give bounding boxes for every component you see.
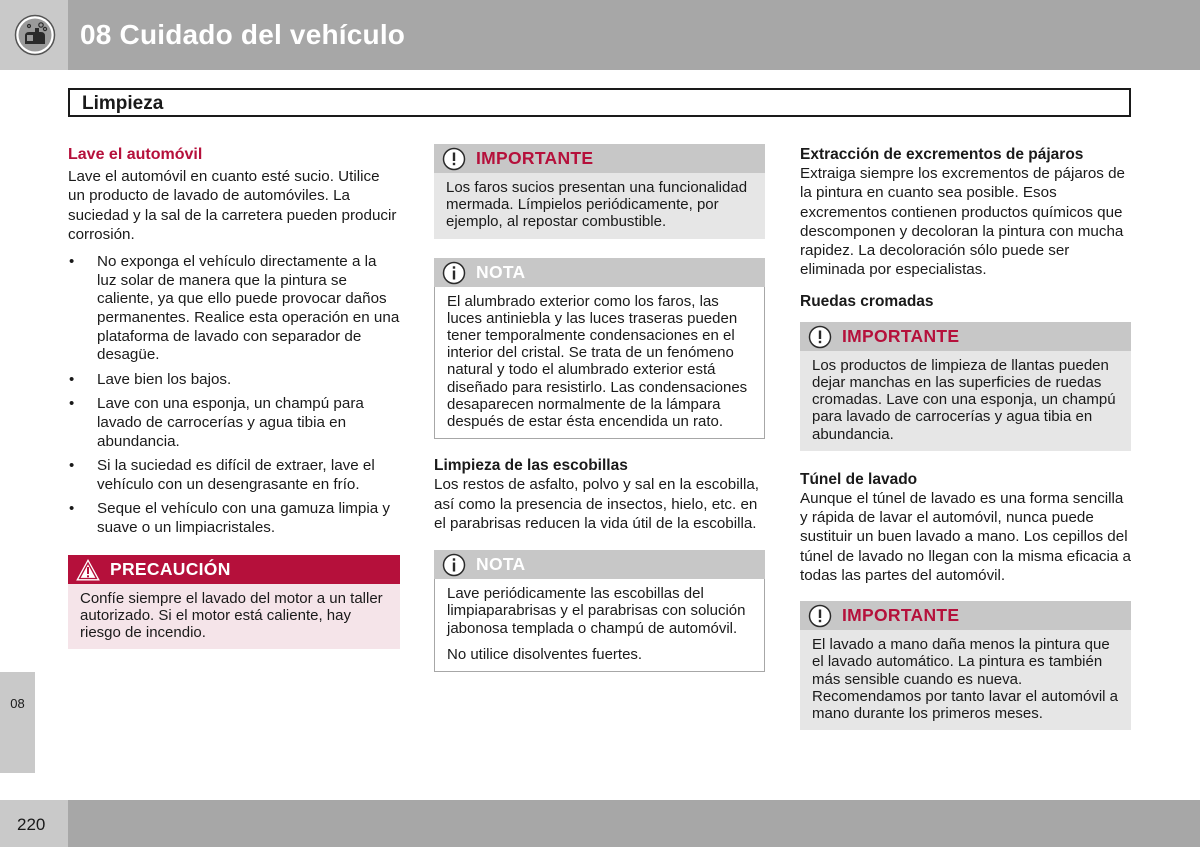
chapter-tab-label: 08 (10, 696, 25, 711)
list-item: • Lave bien los bajos. (68, 371, 400, 390)
chapter-side-tab (0, 672, 35, 773)
warning-box-body (68, 584, 400, 650)
note-box-body (434, 579, 765, 672)
chrome-wheels-heading: Ruedas cromadas (800, 292, 934, 310)
warning-box-header (68, 555, 400, 584)
exclamation-icon (808, 604, 832, 628)
warning-box-title: PRECAUCIÓN (110, 558, 231, 579)
info-icon (442, 553, 466, 577)
wipers-heading: Limpieza de las escobillas (434, 457, 628, 475)
note-box-title: NOTA (476, 554, 526, 575)
note-box-title: NOTA (476, 261, 526, 282)
wipers-section (434, 456, 765, 533)
note-text: El alumbrado exterior como los faros, las luces antiniebla y las luces traseras pueden tener temporalmente condensaciones en el interior del cristal. Se trata de un fenómeno natural y todo el alumbrado exterior está diseñado para resistirlo. Las condensaciones desaparecen normalmente de la lámpara después de estar ésta encendida un rato. (447, 292, 748, 431)
important-text: Los productos de limpieza de llantas pueden dejar manchas en las superficies de ruedas cromadas. Lave con una esponja, un champú para lavado de carrocerías y agua tibia en abundancia. (812, 356, 1116, 443)
footer-bar (68, 800, 1200, 847)
list-item: • Lave con una esponja, un champú para lavado de carrocerías y agua tibia en abundancia. (68, 395, 400, 451)
important-box-header (800, 601, 1131, 630)
important-box-title: IMPORTANTE (842, 605, 960, 626)
exclamation-icon (808, 325, 832, 349)
note-box-condensation (434, 258, 765, 440)
note-text: No utilice disolventes fuertes. (447, 645, 643, 663)
important-box-title: IMPORTANTE (842, 325, 960, 346)
important-box-body (434, 173, 765, 239)
list-item: • Si la suciedad es difícil de extraer, lave el vehículo con un desengrasante en frío. (68, 457, 400, 494)
note-box-wipers (434, 550, 765, 672)
list-item: • Seque el vehículo con una gamuza limpia y suave o un limpiacristales. (68, 500, 400, 537)
birds-heading: Extracción de excrementos de pájaros (800, 146, 1084, 163)
important-box-chrome (800, 322, 1131, 451)
page-number: 220 (17, 815, 46, 834)
section-title-box (68, 88, 1131, 117)
birds-text: Extraiga siempre los excrementos de pájaros de la pintura en cuanto sea posible. Esos excrementos contienen productos químicos que descomponen y decoloran la pintura con mucha rapidez. La decoloración sólo puede ser eliminada por especialistas. (800, 165, 1126, 279)
note-box-header (434, 258, 765, 287)
chapter-title: 08 Cuidado del vehículo (80, 19, 406, 50)
section-title: Limpieza (82, 93, 164, 114)
important-box-body (800, 351, 1131, 451)
warning-triangle-icon (76, 558, 100, 582)
note-box-header (434, 550, 765, 579)
warning-box (68, 555, 400, 650)
note-text: Lave periódicamente las escobillas del limpiaparabrisas y el parabrisas con solución jabonosa templada o champú de automóvil. (447, 585, 746, 637)
important-box-header (800, 322, 1131, 351)
note-box-body (434, 287, 765, 440)
wipers-text: Los restos de asfalto, polvo y sal en la escobilla, así como la presencia de insectos, hielo, etc. en el parabrisas reducen la vida útil de la escobilla. (434, 476, 760, 532)
warning-text: Confíe siempre el lavado del motor a un taller autorizado. Si el motor está caliente, hay riesgo de incendio. (80, 589, 383, 641)
important-box-body (800, 630, 1131, 730)
list-item: • No exponga el vehículo directamente a la luz solar de manera que la pintura se caliente, ya que ello puede provocar daños permanentes. Realice esta operación en una plataforma de lavado con separador de desagüe. (68, 253, 400, 365)
important-box-tunnel (800, 601, 1131, 730)
important-box-header (434, 144, 765, 173)
column-3 (800, 145, 1131, 730)
car-wash-tunnel-heading: Túnel de lavado (800, 470, 918, 488)
column-1 (68, 145, 400, 649)
exclamation-icon (442, 147, 466, 171)
wash-car-heading: Lave el automóvil (68, 146, 203, 163)
header-icon-panel (0, 0, 68, 70)
car-wash-icon (14, 14, 56, 56)
column-2 (434, 144, 765, 672)
important-box-headlights (434, 144, 765, 239)
car-wash-tunnel-text: Aunque el túnel de lavado es una forma sencilla y rápida de lavar el automóvil, nunca puede sustituir un buen lavado a mano. Los cepillos del túnel de lavado no llegan con la misma eficacia a todas las partes del automóvil. (800, 489, 1131, 584)
important-text: El lavado a mano daña menos la pintura que el lavado automático. La pintura es también más sensible cuando es nueva. Recomendamos por tanto lavar el automóvil a mano durante los primeros meses. (812, 636, 1118, 723)
info-icon (442, 261, 466, 285)
wash-car-list (68, 253, 400, 537)
important-text: Los faros sucios presentan una funcionalidad mermada. Límpielos periódicamente, por ejemplo, al repostar combustible. (446, 179, 748, 231)
wash-car-intro: Lave el automóvil en cuanto esté sucio. Utilice un producto de lavado de automóviles. La suciedad y la sal de la carretera pueden producir corrosión. (68, 168, 397, 243)
important-box-title: IMPORTANTE (476, 148, 594, 168)
